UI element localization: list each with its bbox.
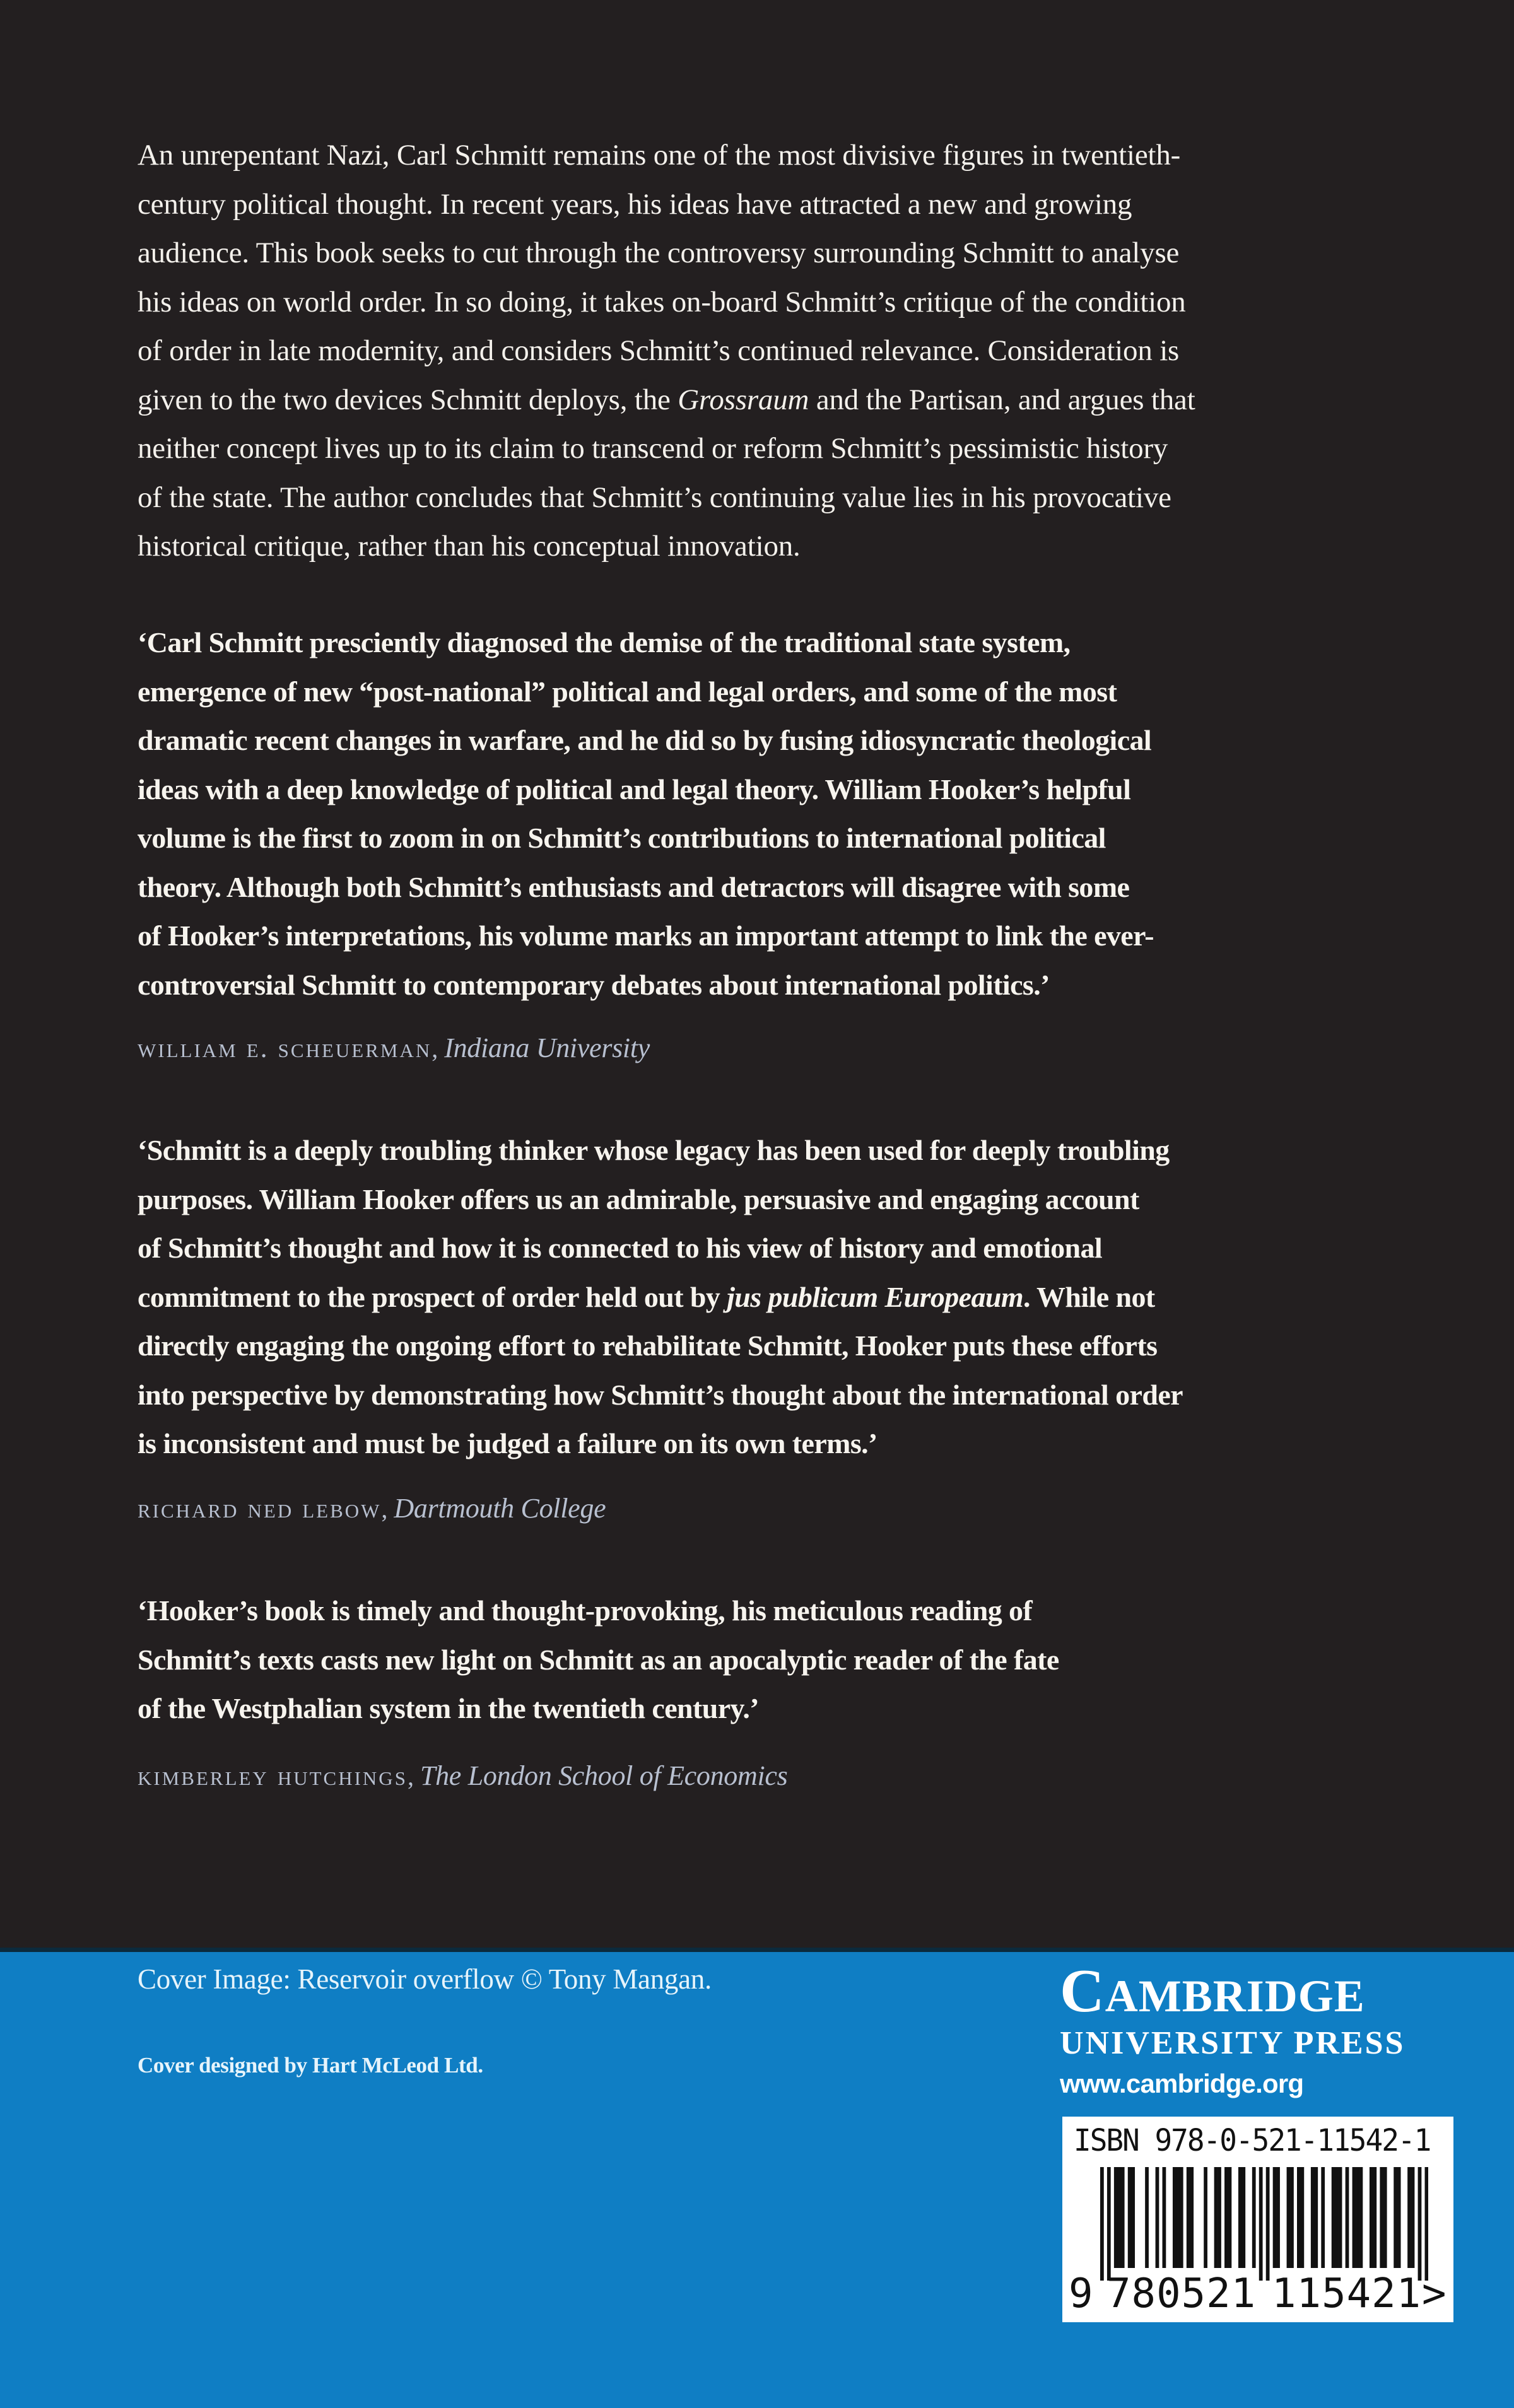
barcode-bar bbox=[1339, 2167, 1342, 2268]
barcode-bar bbox=[1131, 2167, 1135, 2268]
barcode-bar bbox=[1418, 2167, 1422, 2281]
blurb-line: audience. This book seeks to cut through the controversy surrounding Schmitt to analyse bbox=[138, 237, 1180, 269]
quote-line: Schmitt’s texts casts new light on Schmitt as an apocalyptic reader of the fate bbox=[138, 1643, 1059, 1676]
publisher-name bbox=[1060, 1957, 1464, 2025]
barcode-bar bbox=[1425, 2167, 1428, 2281]
barcode-bar bbox=[1173, 2167, 1177, 2268]
ean-left-group: 780521 bbox=[1106, 2271, 1257, 2317]
publisher-initial: C bbox=[1060, 1957, 1105, 2025]
barcode-bar bbox=[1359, 2167, 1363, 2268]
ean-first-digit: 9 bbox=[1069, 2271, 1093, 2317]
attribution-separator: , bbox=[381, 1495, 394, 1523]
barcode-bar bbox=[1356, 2167, 1359, 2268]
ean-right-group: 115421 bbox=[1272, 2271, 1422, 2317]
endorser-institution: Indiana University bbox=[444, 1032, 650, 1063]
quote-line: ‘Carl Schmitt presciently diagnosed the demise of the traditional state system, bbox=[138, 626, 1071, 658]
barcode-bar bbox=[1128, 2167, 1132, 2268]
barcode-bar bbox=[1411, 2167, 1415, 2268]
attribution-separator: , bbox=[407, 1762, 420, 1791]
endorser-name: william e. scheuerman bbox=[138, 1032, 432, 1063]
barcode-bar bbox=[1314, 2167, 1318, 2268]
barcode-bar bbox=[1407, 2167, 1411, 2268]
publisher-subtitle: UNIVERSITY PRESS bbox=[1060, 2025, 1405, 2061]
barcode-bar bbox=[1397, 2167, 1401, 2268]
barcode-bar bbox=[1214, 2167, 1218, 2268]
barcode-bar bbox=[1383, 2167, 1387, 2268]
quote-line: of Hooker’s interpretations, his volume marks an important attempt to link the ever- bbox=[138, 920, 1154, 952]
publisher-logo bbox=[1060, 1957, 1464, 2103]
barcode-bar bbox=[1259, 2167, 1263, 2281]
barcode-bar bbox=[1117, 2167, 1121, 2268]
quote-line: of the Westphalian system in the twentieth century.’ bbox=[138, 1692, 760, 1724]
barcode-bar bbox=[1163, 2167, 1166, 2268]
latin-term: jus publicum Europeaum bbox=[727, 1280, 1024, 1313]
barcode-bar bbox=[1346, 2167, 1349, 2268]
barcode-bar bbox=[1145, 2167, 1149, 2268]
blurb-line: of order in late modernity, and considers Schmitt’s continued relevance. Consideration is bbox=[138, 334, 1180, 367]
attribution-separator: , bbox=[431, 1034, 445, 1063]
grossraum-term: Grossraum bbox=[678, 383, 809, 416]
barcode-bar bbox=[1370, 2167, 1373, 2268]
blurb-line: his ideas on world order. In so doing, it takes on-board Schmitt’s critique of the condition bbox=[138, 285, 1186, 319]
publisher-name-rest: AMBRIDGE bbox=[1105, 1971, 1365, 2021]
quote-line: emergence of new “post-national” political and legal orders, and some of the most bbox=[138, 675, 1117, 708]
barcode-bar bbox=[1218, 2167, 1221, 2268]
quote-line: purposes. William Hooker offers us an admirable, persuasive and engaging account bbox=[138, 1183, 1139, 1215]
barcode-bar bbox=[1311, 2167, 1315, 2268]
barcode-bar bbox=[1241, 2167, 1245, 2268]
barcode-bar bbox=[1224, 2167, 1228, 2268]
blurb-text: given to the two devices Schmitt deploys, the bbox=[138, 383, 678, 416]
blurb-line: historical critique, rather than his conceptual innovation. bbox=[138, 530, 801, 563]
endorsement-lebow bbox=[138, 1126, 1349, 1468]
quote-line: theory. Although both Schmitt’s enthusiasts and detractors will disagree with some bbox=[138, 870, 1130, 903]
barcode-bar bbox=[1180, 2167, 1183, 2268]
quote-line: is inconsistent and must be judged a failure on its own terms.’ bbox=[138, 1427, 877, 1459]
endorser-name: richard ned lebow bbox=[138, 1493, 382, 1524]
book-description bbox=[138, 131, 1349, 571]
endorser-institution: Dartmouth College bbox=[394, 1493, 606, 1524]
barcode-bars-icon bbox=[1100, 2167, 1428, 2281]
barcode-bar bbox=[1287, 2167, 1291, 2268]
barcode-bar bbox=[1100, 2167, 1104, 2281]
barcode-bar bbox=[1190, 2167, 1194, 2268]
quote-text: commitment to the prospect of order held out by bbox=[138, 1280, 727, 1313]
barcode-bar bbox=[1273, 2167, 1277, 2268]
barcode-bar bbox=[1204, 2167, 1207, 2268]
barcode-bar bbox=[1156, 2167, 1159, 2268]
endorser-name: kimberley hutchings bbox=[138, 1760, 408, 1791]
quote-line bbox=[138, 1273, 1349, 1322]
blurb-line: century political thought. In recent years, his ideas have attracted a new and growing bbox=[138, 187, 1132, 221]
barcode-bar bbox=[1335, 2167, 1339, 2268]
blurb-line: neither concept lives up to its claim to transcend or reform Schmitt’s pessimistic history bbox=[138, 432, 1168, 465]
barcode-bar bbox=[1380, 2167, 1383, 2268]
quote-text: . While not bbox=[1023, 1280, 1155, 1313]
barcode-bar bbox=[1332, 2167, 1335, 2268]
barcode-bar bbox=[1276, 2167, 1280, 2268]
quote-line: directly engaging the ongoing effort to rehabilitate Schmitt, Hooker puts these efforts bbox=[138, 1330, 1158, 1362]
publisher-url[interactable]: www.cambridge.org bbox=[1060, 2069, 1304, 2098]
barcode-bar bbox=[1353, 2167, 1356, 2268]
endorser-institution: The London School of Economics bbox=[420, 1760, 788, 1791]
quote-line: into perspective by demonstrating how Schmitt’s thought about the international order bbox=[138, 1378, 1183, 1411]
quote-line: of Schmitt’s thought and how it is connected to his view of history and emotional bbox=[138, 1232, 1103, 1264]
blurb-line: of the state. The author concludes that Schmitt’s continuing value lies in his provocative bbox=[138, 481, 1171, 514]
isbn-label: ISBN 978-0-521-11542-1 bbox=[1074, 2122, 1431, 2158]
barcode-bar bbox=[1297, 2167, 1301, 2268]
barcode-bar bbox=[1121, 2167, 1125, 2268]
barcode-bar bbox=[1238, 2167, 1242, 2268]
blurb-line: An unrepentant Nazi, Carl Schmitt remains one of the most divisive figures in twentieth- bbox=[138, 139, 1181, 172]
endorsement-scheuerman bbox=[138, 618, 1349, 1009]
quote-line: ‘Schmitt is a deeply troubling thinker whose legacy has been used for deeply troubling bbox=[138, 1134, 1170, 1166]
cover-image-credit: Cover Image: Reservoir overflow © Tony Mangan. bbox=[138, 1963, 712, 1995]
endorsement-hutchings bbox=[138, 1586, 1349, 1733]
blurb-text: and the Partisan, and argues that bbox=[809, 383, 1195, 416]
barcode-bar bbox=[1228, 2167, 1232, 2268]
barcode-bar bbox=[1321, 2167, 1325, 2268]
quote-line: ideas with a deep knowledge of political and legal theory. William Hooker’s helpful bbox=[138, 773, 1131, 805]
endorsement-attribution bbox=[138, 1760, 787, 1792]
quote-line: controversial Schmitt to contemporary debates about international politics.’ bbox=[138, 968, 1050, 1001]
barcode-bar bbox=[1107, 2167, 1111, 2281]
quote-line: dramatic recent changes in warfare, and he did so by fusing idiosyncratic theological bbox=[138, 724, 1152, 756]
barcode-bar bbox=[1187, 2167, 1190, 2268]
blurb-line bbox=[138, 376, 1349, 425]
ean-quiet-zone-marker: > bbox=[1422, 2271, 1447, 2317]
barcode-bar bbox=[1373, 2167, 1376, 2268]
barcode-bar bbox=[1114, 2167, 1118, 2268]
barcode-bar bbox=[1266, 2167, 1270, 2281]
quote-line: ‘Hooker’s book is timely and thought-provoking, his meticulous reading of bbox=[138, 1594, 1033, 1627]
endorsement-attribution bbox=[138, 1032, 650, 1064]
cover-design-credit: Cover designed by Hart McLeod Ltd. bbox=[138, 2053, 483, 2078]
barcode-bar bbox=[1300, 2167, 1304, 2268]
barcode-bar bbox=[1176, 2167, 1180, 2268]
barcode-bar bbox=[1290, 2167, 1294, 2268]
barcode-bar bbox=[1394, 2167, 1397, 2268]
endorsement-attribution bbox=[138, 1492, 606, 1524]
isbn-barcode bbox=[1062, 2117, 1453, 2322]
quote-line: volume is the first to zoom in on Schmitt’s contributions to international political bbox=[138, 822, 1106, 854]
barcode-bar bbox=[1252, 2167, 1256, 2268]
